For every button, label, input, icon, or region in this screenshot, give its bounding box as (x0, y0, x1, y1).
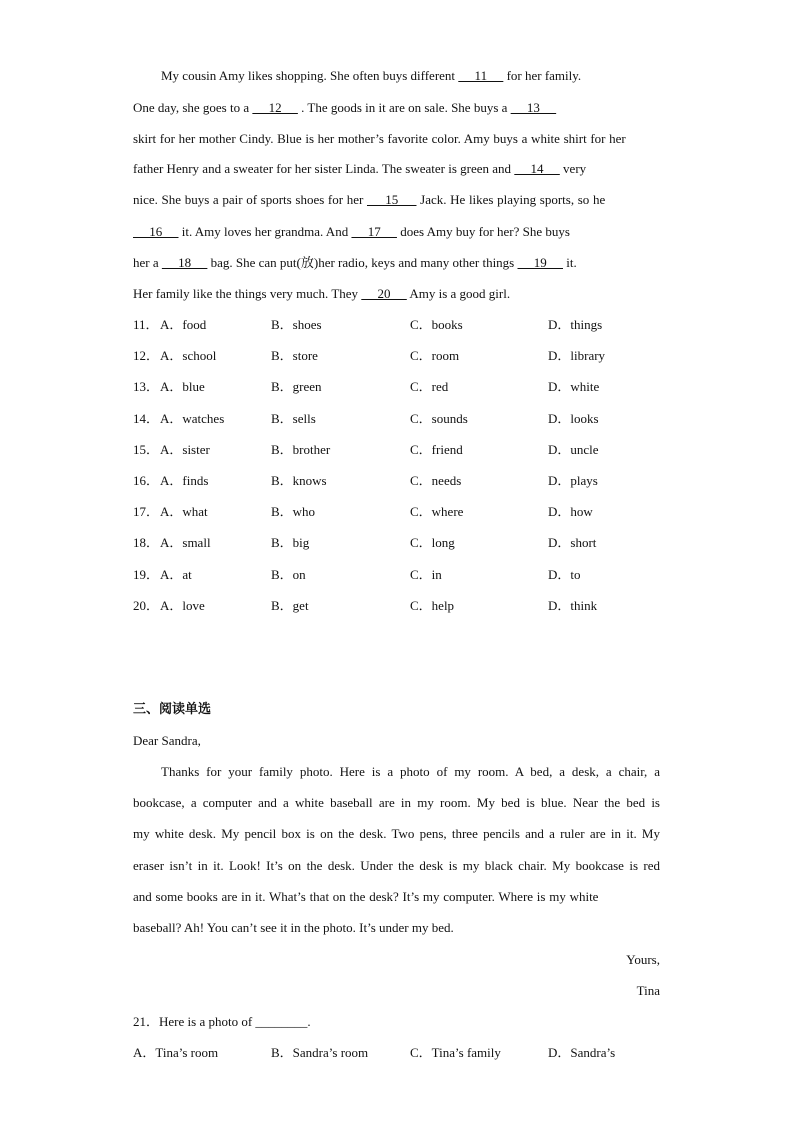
passage-text: it. (563, 255, 577, 270)
section-heading: 三、阅读单选 (133, 702, 212, 717)
passage-line (133, 130, 660, 148)
option-c[interactable]: C．Tina’s family (410, 1045, 501, 1060)
option-a[interactable]: A．what (160, 504, 208, 520)
option-d[interactable]: D．white (548, 379, 600, 395)
question-text: Here is a photo of ________. (159, 1014, 311, 1029)
answer-blank: 18 (161, 255, 208, 270)
letter-signature: Tina (636, 983, 660, 998)
question-number: 18． (133, 535, 160, 551)
passage-text: it. Amy loves her grandma. And (178, 224, 352, 239)
passage-line (133, 99, 660, 117)
passage-line (133, 285, 660, 303)
question-number: 19． (133, 566, 160, 582)
option-c[interactable]: C．long (410, 535, 455, 551)
option-b[interactable]: B．Sandra’s room (271, 1045, 369, 1060)
letter-closing: Yours, (626, 952, 660, 967)
passage-text: father Henry and a sweater for her sister Linda. The sweater is green and (133, 161, 515, 176)
passage-text: her a (133, 255, 162, 270)
option-d[interactable]: D．to (548, 566, 581, 582)
option-d[interactable]: D．Sandra’s (548, 1045, 616, 1060)
answer-blank: 17 (351, 224, 397, 239)
answer-blank: 20 (361, 286, 407, 301)
answer-blank: 12 (252, 100, 298, 115)
letter-line: and some books are in it. What’s that on the desk? It’s my computer. Where is my white (133, 889, 599, 904)
question-21 (133, 1013, 660, 1031)
option-d[interactable]: D．think (548, 597, 598, 613)
answer-blank: 19 (517, 255, 563, 270)
option-b[interactable]: B．who (271, 504, 316, 520)
option-c[interactable]: C．in (410, 566, 442, 582)
answer-blank: 15 (366, 192, 417, 207)
question-number: 12． (133, 348, 160, 364)
answer-blank: 11 (458, 68, 504, 83)
option-d[interactable]: D．short (548, 535, 597, 551)
option-c[interactable]: C．needs (410, 473, 462, 488)
option-a[interactable]: A．sister (160, 441, 210, 457)
option-b[interactable]: B．get (271, 597, 309, 613)
passage-line (133, 191, 660, 209)
passage-text: One day, she goes to a (133, 100, 253, 115)
passage-line (133, 67, 660, 85)
passage-text: . The goods in it are on sale. She buys a (297, 100, 511, 115)
option-d[interactable]: D．looks (548, 410, 599, 426)
option-d[interactable]: D．things (548, 317, 603, 332)
passage-text: for her family. (503, 68, 582, 83)
option-c[interactable]: C．red (410, 379, 449, 395)
option-a[interactable]: A．watches (160, 410, 225, 426)
question-number: 11． (133, 317, 159, 332)
option-d[interactable]: D．uncle (548, 441, 599, 457)
passage-text: nice. She buys a pair of sports shoes for her (133, 192, 367, 207)
passage-text: Jack. He likes playing sports, so he (416, 192, 606, 207)
option-a[interactable]: A．at (160, 566, 192, 582)
letter-line: eraser isn’t in it. Look! It’s on the desk. Under the desk is my black chair. My bookcase is red (133, 858, 660, 873)
letter-line: Thanks for your family photo. Here is a photo of my room. A bed, a desk, a chair, a (161, 764, 660, 779)
passage-text: skirt for her mother Cindy. Blue is her mother’s favorite color. Amy buys a white shirt for her (133, 131, 626, 146)
option-a[interactable]: A．food (160, 317, 207, 332)
option-b[interactable]: B．shoes (271, 317, 322, 332)
option-b[interactable]: B．knows (271, 473, 327, 488)
option-d[interactable]: D．plays (548, 473, 598, 488)
answer-blank: 16 (133, 224, 179, 239)
question-number: 20． (133, 597, 160, 613)
letter-line: my white desk. My pencil box is on the desk. Two pens, three pencils and a ruler are in it. My (133, 826, 660, 841)
answer-blank: 14 (514, 161, 560, 176)
option-c[interactable]: C．friend (410, 441, 463, 457)
option-c[interactable]: C．sounds (410, 410, 468, 426)
passage-line (133, 223, 660, 241)
passage-line (133, 254, 660, 272)
question-number: 13． (133, 379, 160, 395)
letter-greeting: Dear Sandra, (133, 733, 201, 748)
passage-text: very (559, 161, 587, 176)
passage-text: My cousin Amy likes shopping. She often buys different (161, 68, 459, 83)
option-c[interactable]: C．books (410, 317, 463, 332)
option-a[interactable]: A．finds (160, 473, 209, 488)
option-c[interactable]: C．help (410, 597, 455, 613)
option-b[interactable]: B．green (271, 379, 322, 395)
option-b[interactable]: B．brother (271, 441, 331, 457)
question-number: 15． (133, 441, 160, 457)
option-a[interactable]: A．small (160, 535, 211, 551)
passage-text: does Amy buy for her? She buys (396, 224, 570, 239)
question-number: 17． (133, 504, 160, 520)
letter-line: bookcase, a computer and a white baseball are in my room. My bed is blue. Near the bed is (133, 795, 660, 810)
question-number: 16． (133, 473, 160, 488)
passage-text: Amy is a good girl. (406, 286, 511, 301)
option-b[interactable]: B．on (271, 566, 306, 582)
option-b[interactable]: B．big (271, 535, 310, 551)
question-number: 21． (133, 1014, 160, 1029)
letter-line: baseball? Ah! You can’t see it in the photo. It’s under my bed. (133, 920, 454, 935)
option-d[interactable]: D．how (548, 504, 593, 520)
passage-line (133, 160, 660, 178)
option-c[interactable]: C．room (410, 348, 460, 364)
option-a[interactable]: A．blue (160, 379, 205, 395)
option-a[interactable]: A．Tina’s room (133, 1045, 219, 1060)
answer-blank: 13 (510, 100, 557, 115)
option-a[interactable]: A．love (160, 597, 205, 613)
passage-text: bag. She can put(放)her radio, keys and many other things (207, 255, 518, 270)
question-number: 14． (133, 410, 160, 426)
option-b[interactable]: B．sells (271, 410, 316, 426)
option-c[interactable]: C．where (410, 504, 464, 520)
passage-text: Her family like the things very much. They (133, 286, 362, 301)
option-b[interactable]: B．store (271, 348, 318, 364)
option-d[interactable]: D．library (548, 348, 606, 364)
option-a[interactable]: A．school (160, 348, 217, 364)
